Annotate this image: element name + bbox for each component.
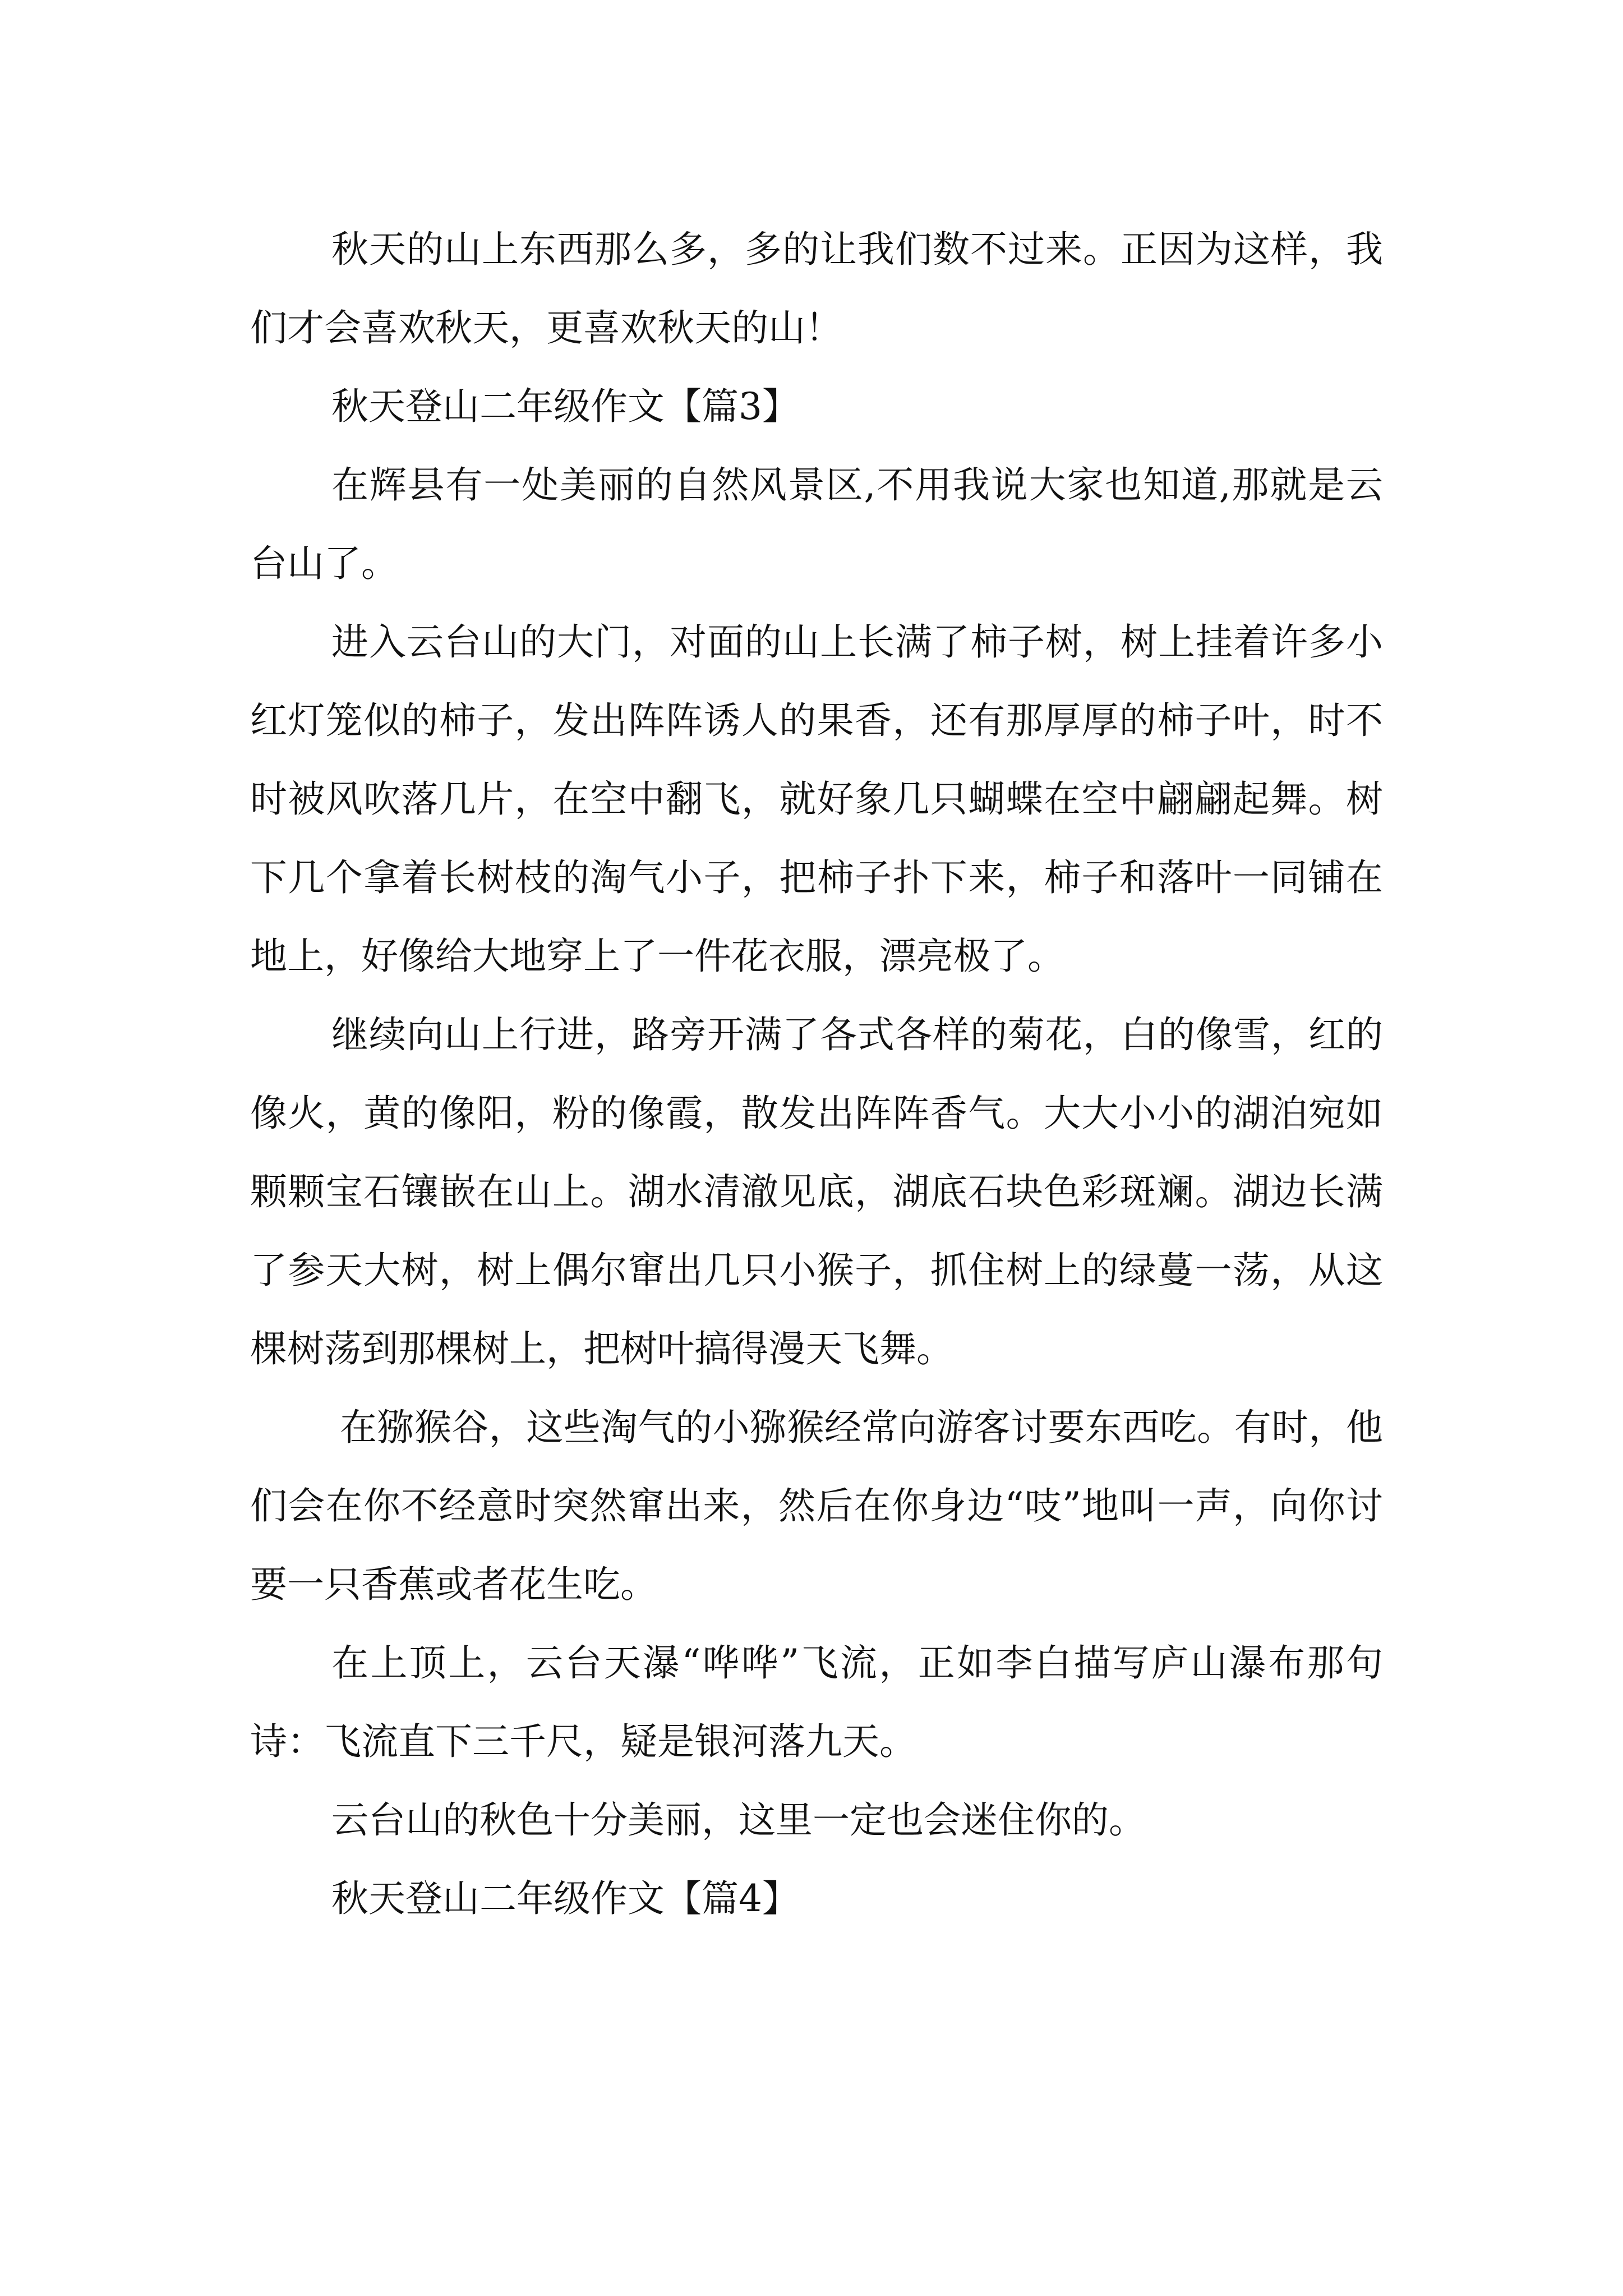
paragraph: 进入云台山的大门，对面的山上长满了柿子树，树上挂着许多小红灯笼似的柿子，发出阵阵诱人的果香，还有那厚厚的柿子叶，时不时被风吹落几片，在空中翻飞，就好象几只蝴蝶在空中翩翩起舞。树下几个拿着长树枝的淘气小子，把柿子扑下来，柿子和落叶一同铺在地上，好像给大地穿上了一件花衣服，漂亮极了。 xyxy=(250,620,1383,978)
paragraph: 在辉县有一处美丽的自然风景区,不用我说大家也知道,那就是云台山了。 xyxy=(250,463,1383,585)
paragraph: 在猕猴谷，这些淘气的小猕猴经常向游客讨要东西吃。有时，他们会在你不经意时突然窜出来，然后在你身边“吱”地叫一声，向你讨要一只香蕉或者花生吃。 xyxy=(250,1406,1383,1606)
paragraph: 秋天的山上东西那么多，多的让我们数不过来。正因为这样，我们才会喜欢秋天，更喜欢秋天的山！ xyxy=(250,228,1383,349)
section-heading: 秋天登山二年级作文【篇3】 xyxy=(331,385,799,428)
paragraph: 继续向山上行进，路旁开满了各式各样的菊花，白的像雪，红的像火，黄的像阳，粉的像霞，散发出阵阵香气。大大小小的湖泊宛如颗颗宝石镶嵌在山上。湖水清澈见底，湖底石块色彩斑斓。湖边长满了参天大树，树上偶尔窜出几只小猴子，抓住树上的绿蔓一荡，从这棵树荡到那棵树上，把树叶搞得漫天飞舞。 xyxy=(250,1013,1383,1370)
document-body xyxy=(250,210,1383,1938)
section-heading: 秋天登山二年级作文【篇4】 xyxy=(331,1877,799,1920)
paragraph: 云台山的秋色十分美丽，这里一定也会迷住你的。 xyxy=(331,1798,1146,1842)
paragraph: 在上顶上，云台天瀑“哗哗”飞流，正如李白描写庐山瀑布那句诗：飞流直下三千尺，疑是银河落九天。 xyxy=(250,1641,1383,1763)
